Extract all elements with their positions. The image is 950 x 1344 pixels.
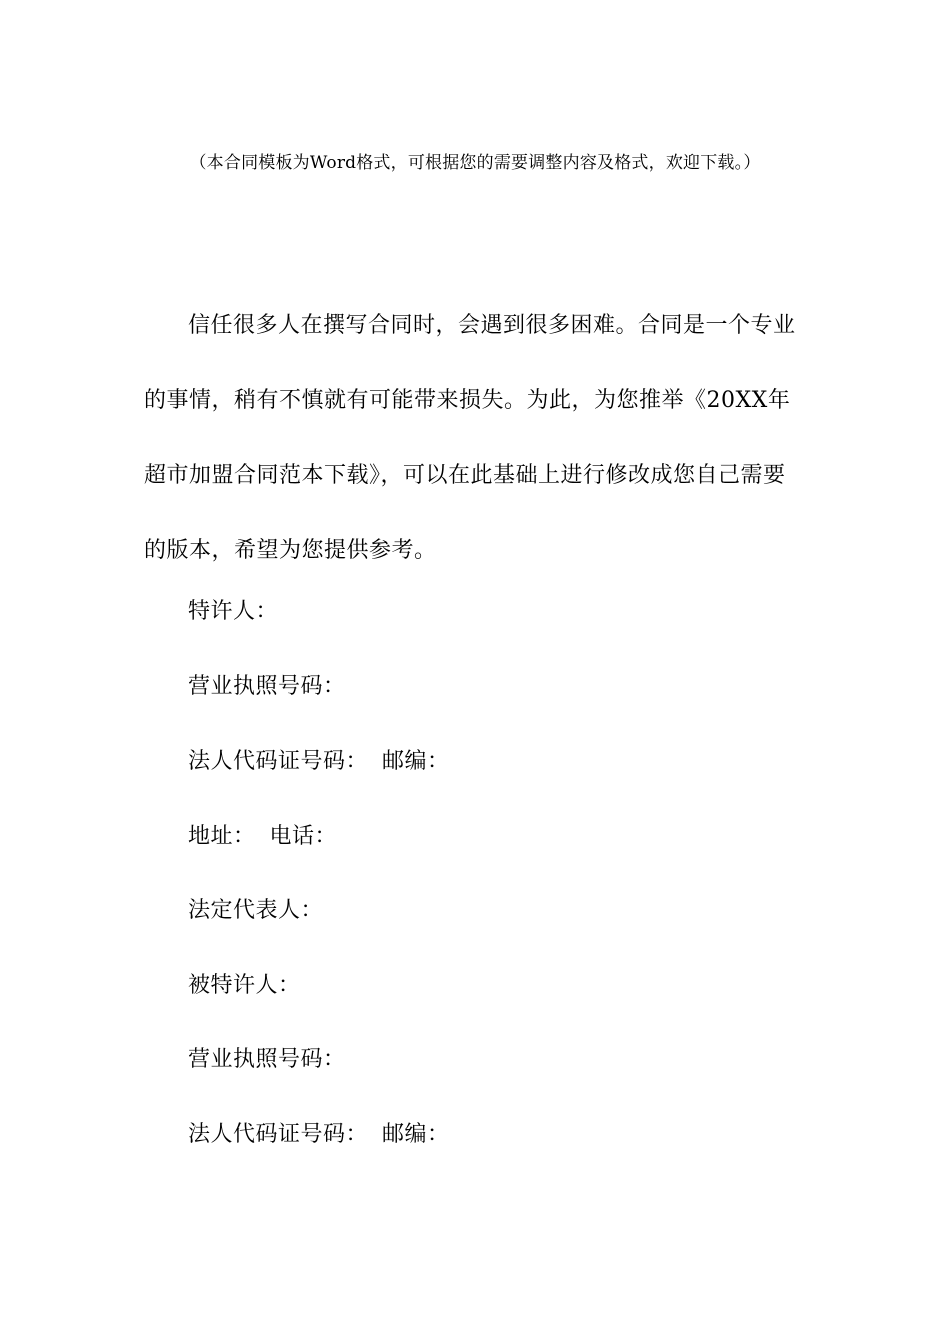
franchisor-license-field: 营业执照号码：	[188, 674, 346, 699]
franchisor-org-code-field: 法人代码证号码：	[188, 749, 369, 774]
franchisor-address-field: 地址：	[188, 824, 256, 849]
franchisor-postcode-field: 邮编：	[382, 749, 450, 774]
franchisor-label: 特许人：	[188, 599, 279, 624]
franchisee-org-code-row	[188, 1120, 450, 1150]
intro-paragraph: 信任很多人在撰写合同时，会遇到很多困难。合同是一个专业的事情，稍有不慎就有可能带来损失。为此，为您推举《20XX年超市加盟合同范本下载》，可以在此基础上进行修改成您自己需要的版本，希望为您提供参考。	[144, 313, 796, 563]
franchisor-legal-rep-field: 法定代表人：	[188, 898, 324, 923]
franchisee-postcode-field: 邮编：	[382, 1122, 450, 1147]
franchisee-label: 被特许人：	[188, 973, 301, 998]
franchisee-org-code-field: 法人代码证号码：	[188, 1122, 369, 1147]
franchisor-org-code-row	[188, 747, 450, 777]
template-note: （本合同模板为Word格式，可根据您的需要调整内容及格式，欢迎下载。）	[189, 153, 761, 173]
franchisee-license-field: 营业执照号码：	[188, 1047, 346, 1072]
franchisor-phone-field: 电话：	[269, 824, 338, 849]
franchisor-address-row	[188, 822, 337, 852]
